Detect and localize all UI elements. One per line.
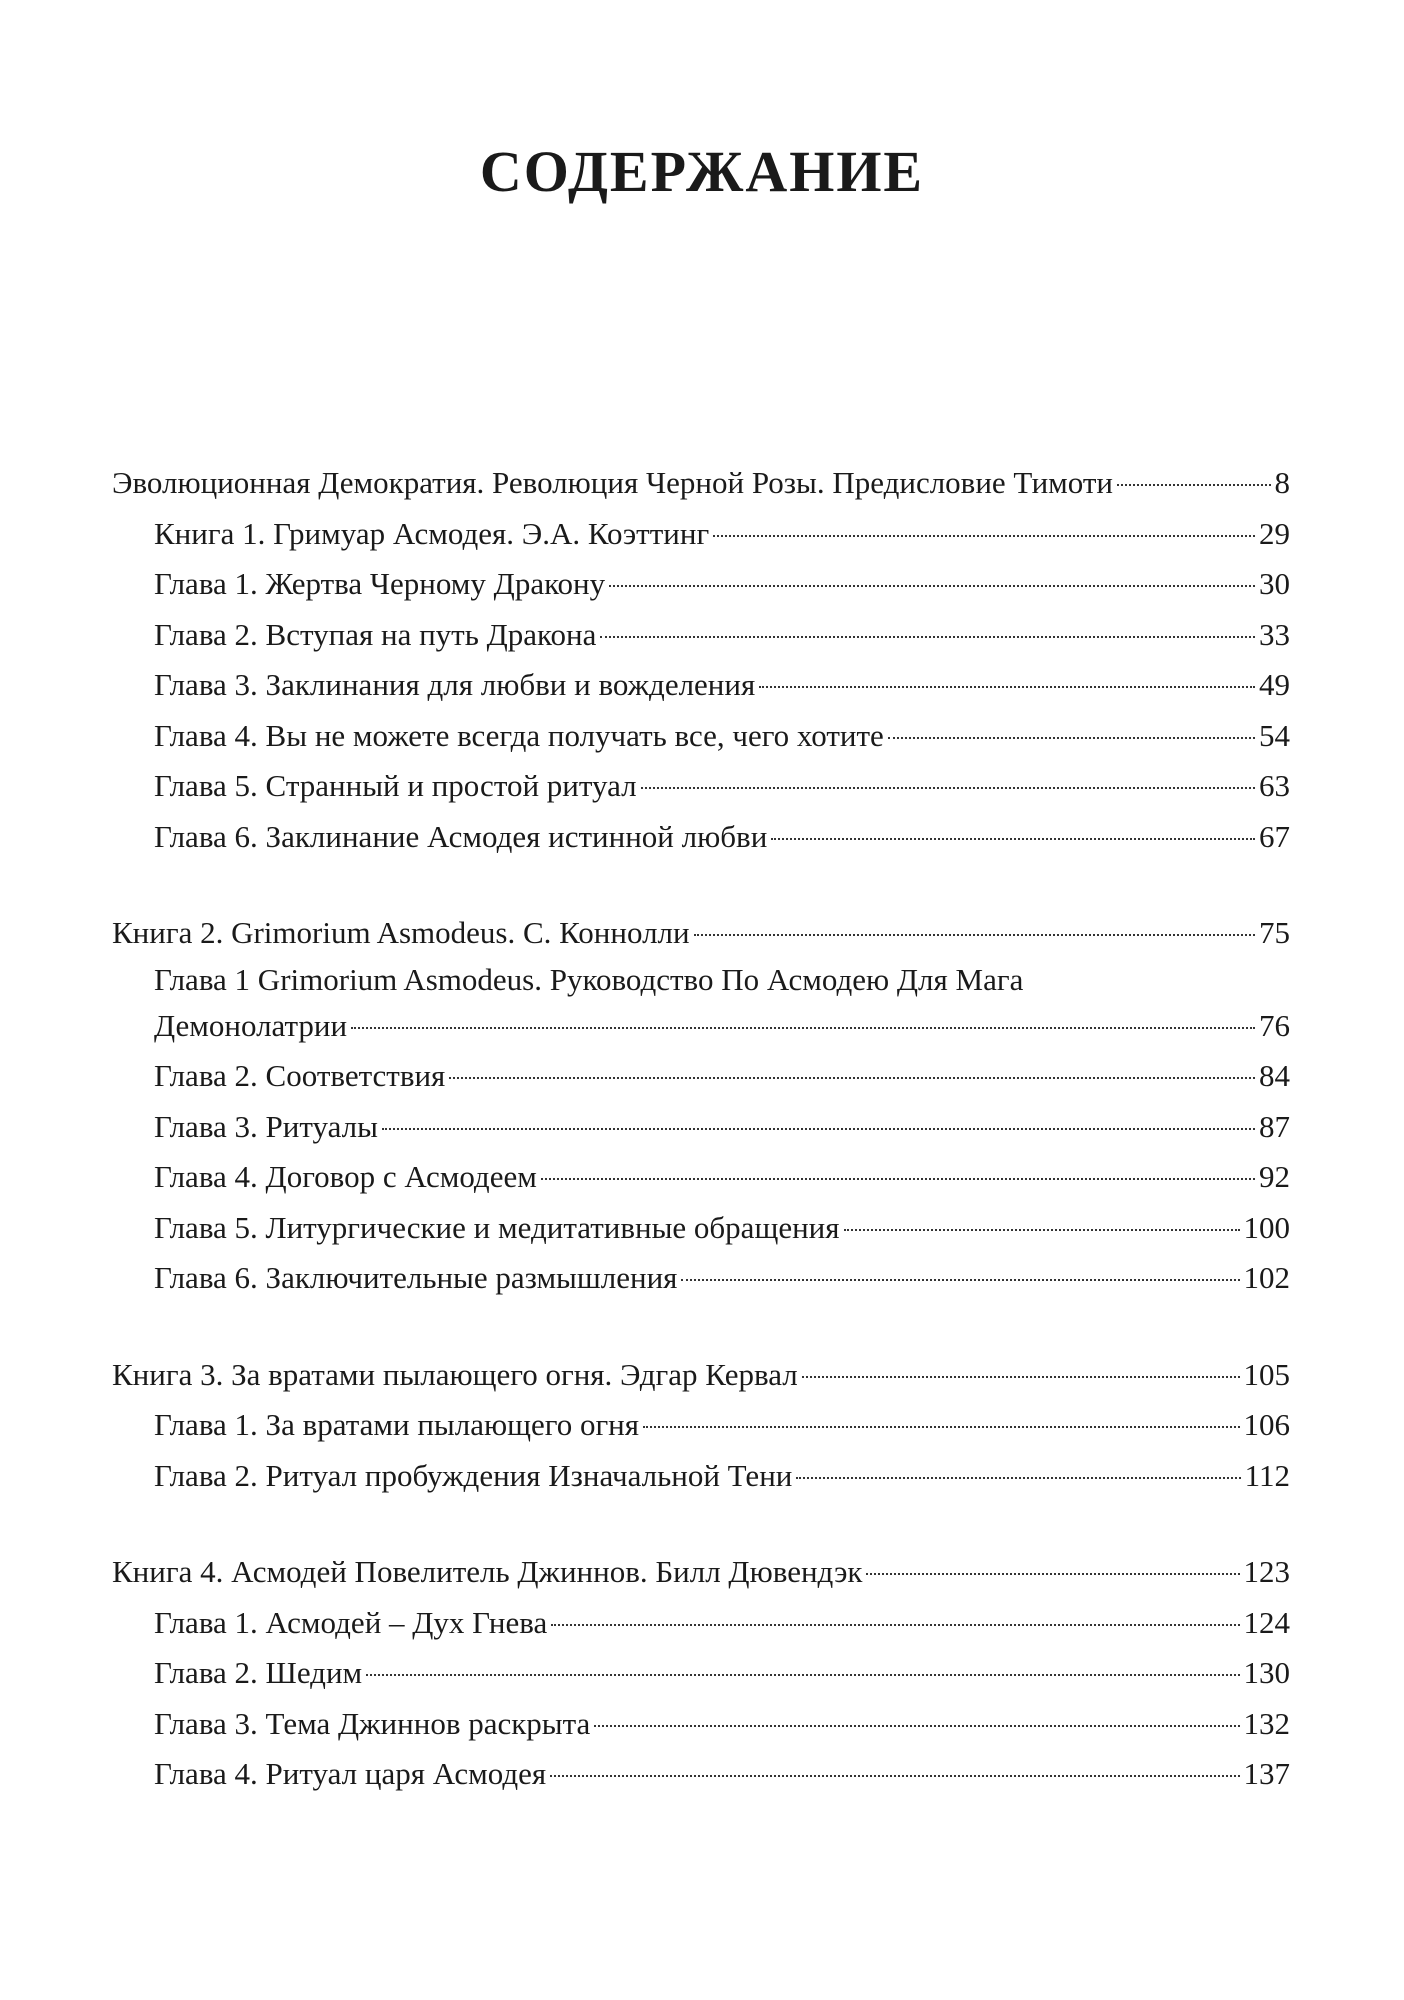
dot-leader — [643, 1426, 1239, 1428]
dot-leader — [600, 636, 1255, 638]
dot-leader — [594, 1725, 1239, 1727]
toc-entry-label: Глава 6. Заклинание Асмодея истинной любви — [154, 818, 768, 854]
toc-entry-book-4[interactable] — [112, 1547, 1290, 1598]
toc-entry-book-4-chapter-1[interactable] — [112, 1598, 1290, 1649]
toc-entry-page: 130 — [1243, 1655, 1290, 1690]
dot-leader — [366, 1674, 1239, 1676]
toc-entry-page: 87 — [1259, 1108, 1290, 1144]
toc-entry-page: 8 — [1274, 465, 1290, 500]
toc-entry-label: Глава 3. Ритуалы — [154, 1108, 378, 1144]
toc-group-preface-book-1 — [112, 458, 1290, 862]
toc-entry-label: Глава 2. Соответствия — [154, 1058, 446, 1093]
toc-entry-book-2-chapter-2[interactable] — [112, 1051, 1290, 1102]
dot-leader — [796, 1477, 1240, 1479]
toc-entry-book-4-chapter-2[interactable] — [112, 1648, 1290, 1699]
toc-entry-page: 33 — [1259, 616, 1290, 652]
toc-entry-book-3[interactable] — [112, 1350, 1290, 1401]
dot-leader — [771, 838, 1255, 840]
toc-entry-book-4-chapter-4[interactable] — [112, 1749, 1290, 1800]
toc-group-book-3 — [112, 1350, 1290, 1502]
toc-entry-page: 29 — [1259, 515, 1290, 551]
toc-entry-page: 106 — [1243, 1407, 1290, 1442]
toc-entry-label: Книга 2. Grimorium Asmodeus. С. Коннолли — [112, 915, 690, 950]
toc-entry-page: 123 — [1243, 1554, 1290, 1589]
toc-entry-page: 137 — [1243, 1756, 1290, 1791]
toc-group-book-4 — [112, 1547, 1290, 1800]
toc-entry-book-1-chapter-6[interactable] — [112, 812, 1290, 863]
toc-entry-page: 84 — [1259, 1058, 1290, 1093]
toc-entry-page: 132 — [1243, 1705, 1290, 1741]
dot-leader — [609, 585, 1255, 587]
toc-entry-book-2-chapter-5[interactable] — [112, 1203, 1290, 1254]
toc-entry-label: Глава 2. Ритуал пробуждения Изначальной Тени — [154, 1457, 793, 1493]
toc-entry-label: Книга 4. Асмодей Повелитель Джиннов. Билл Дювендэк — [112, 1554, 863, 1589]
dot-leader — [888, 737, 1255, 739]
dot-leader — [641, 787, 1255, 789]
toc-group-book-2 — [112, 908, 1290, 1304]
toc-entry-page: 92 — [1259, 1159, 1290, 1194]
toc-entry-book-1-chapter-4[interactable] — [112, 711, 1290, 762]
toc-entry-book-1-chapter-3[interactable] — [112, 660, 1290, 711]
dot-leader — [866, 1573, 1239, 1575]
toc-entry-page: 124 — [1243, 1604, 1290, 1640]
toc-entry-page: 105 — [1243, 1356, 1290, 1392]
toc-entry-label: Глава 4. Договор с Асмодеем — [154, 1159, 537, 1194]
toc-entry-page: 49 — [1259, 667, 1290, 702]
dot-leader — [713, 535, 1255, 537]
toc-entry-label: Книга 1. Гримуар Асмодея. Э.А. Коэттинг — [154, 515, 710, 551]
toc-entry-book-2[interactable] — [112, 908, 1290, 959]
dot-leader — [541, 1178, 1255, 1180]
dot-leader — [694, 934, 1255, 936]
toc-entry-label: Эволюционная Демократия. Революция Черной Розы. Предисловие Тимоти — [112, 465, 1114, 500]
toc-entry-label: Глава 3. Заклинания для любви и вожделения — [154, 667, 756, 702]
dot-leader — [681, 1279, 1239, 1281]
toc-entry-book-2-chapter-1[interactable] — [112, 959, 1290, 1052]
toc-entry-book-2-chapter-6[interactable] — [112, 1253, 1290, 1304]
toc-entry-label: Глава 2. Вступая на путь Дракона — [154, 616, 597, 652]
toc-entry-label: Глава 5. Странный и простой ритуал — [154, 768, 637, 803]
toc-entry-label: Глава 6. Заключительные размышления — [154, 1260, 678, 1295]
toc-entry-label-line-1: Глава 1 Grimorium Asmodeus. Руководство По Асмодею Для Мага — [154, 961, 1024, 997]
toc-entry-page: 112 — [1244, 1457, 1290, 1493]
toc-entry-book-1-chapter-1[interactable] — [112, 559, 1290, 610]
toc-entry-label: Глава 4. Ритуал царя Асмодея — [154, 1756, 547, 1791]
toc-entry-page: 63 — [1259, 768, 1290, 803]
toc-entry-label: Глава 3. Тема Джиннов раскрыта — [154, 1705, 591, 1741]
dot-leader — [802, 1376, 1240, 1378]
dot-leader — [1117, 484, 1270, 486]
toc-entry-page: 54 — [1259, 717, 1290, 753]
toc-entry-book-3-chapter-1[interactable] — [112, 1400, 1290, 1451]
toc-entry-book-1-chapter-5[interactable] — [112, 761, 1290, 812]
toc-entry-label: Книга 3. За вратами пылающего огня. Эдгар Кервал — [112, 1356, 798, 1392]
toc-entry-book-2-chapter-4[interactable] — [112, 1152, 1290, 1203]
toc-entry-page: 30 — [1259, 566, 1290, 601]
toc-entry-label: Глава 4. Вы не можете всегда получать все, чего хотите — [154, 717, 884, 753]
toc-entry-label: Глава 5. Литургические и медитативные обращения — [154, 1209, 840, 1245]
toc-entry-label: Глава 1. Жертва Черному Дракону — [154, 566, 606, 601]
dot-leader — [351, 1027, 1255, 1029]
toc-entry-page: 75 — [1259, 915, 1290, 950]
toc-entry-page: 67 — [1259, 818, 1290, 854]
toc-entry-book-3-chapter-2[interactable] — [112, 1451, 1290, 1502]
toc-entry-page: 100 — [1243, 1209, 1290, 1245]
toc-entry-book-2-chapter-3[interactable] — [112, 1102, 1290, 1153]
toc-entry-book-1-chapter-2[interactable] — [112, 610, 1290, 661]
page-title: СОДЕРЖАНИЕ — [479, 139, 925, 204]
table-of-contents — [112, 458, 1290, 1846]
dot-leader — [449, 1077, 1255, 1079]
toc-entry-book-1[interactable] — [112, 509, 1290, 560]
toc-entry-preface[interactable] — [112, 458, 1290, 509]
dot-leader — [844, 1229, 1240, 1231]
toc-entry-page: 76 — [1259, 1007, 1290, 1043]
toc-entry-label: Глава 2. Шедим — [154, 1655, 363, 1690]
dot-leader — [382, 1128, 1255, 1130]
dot-leader — [551, 1624, 1239, 1626]
toc-entry-label: Глава 1. За вратами пылающего огня — [154, 1407, 640, 1442]
toc-entry-label: Демонолатрии — [154, 1007, 348, 1043]
toc-entry-book-4-chapter-3[interactable] — [112, 1699, 1290, 1750]
dot-leader — [759, 686, 1255, 688]
toc-entry-label: Глава 1. Асмодей – Дух Гнева — [154, 1604, 548, 1640]
dot-leader — [550, 1775, 1239, 1777]
toc-entry-page: 102 — [1243, 1260, 1290, 1295]
